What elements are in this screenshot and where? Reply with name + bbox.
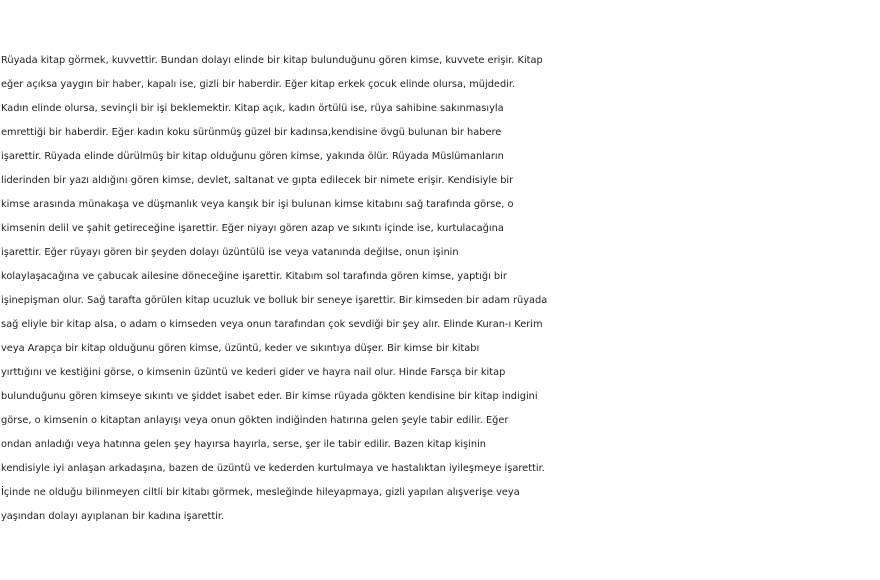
text-line: emrettiği bir haberdir. Eğer kadın koku sürünmüş güzel bir kadınsa,kendisine övgü bulunan bir habere [1, 127, 502, 138]
text-line: işarettir. Eğer rüyayı gören bir şeyden dolayı üzüntülü ise veya vatanında değilse, onun işinin [1, 247, 459, 258]
text-line: eğer açıksa yaygın bir haber, kapalı ise, gizli bir haberdir. Eğer kitap erkek çocuk elinde olursa, müjdedir. [1, 79, 516, 90]
text-line: kimse arasında münakaşa ve düşmanlık veya kanşık bir işi bulunan kimse kitabını sağ tarafında görse, o [1, 199, 514, 210]
text-line: kimsenin delil ve şahit getireceğine işarettir. Eğer niyayı gören azap ve sıkıntı içinde ise, kurtulacağına [1, 223, 504, 234]
text-line: görse, o kimsenin o kitaptan anlayışı veya onun gökten indiğinden hatırına gelen şeyle tabir edilir. Eğer [1, 415, 509, 426]
text-line: kolaylaşacağına ve çabucak ailesine döneceğine işarettir. Kitabım sol tarafında gören kimse, yaptığı bir [1, 271, 507, 282]
text-line: sağ eliyle bir kitap alsa, o adam o kimseden veya onun tarafından çok sevdiği bir şey alır. Elinde Kuran-ı Kerim [1, 319, 543, 330]
text-line: kendisiyle iyi anlaşan arkadaşına, bazen de üzüntü ve kederden kurtulmaya ve hastalıktan iyileşmeye işarettir. [1, 463, 545, 474]
text-line: Kadın elinde olursa, sevinçli bir işi beklemektir. Kitap açık, kadın örtülü ise, rüya sahibine sakınmasıyla [1, 103, 504, 114]
text-line: yaşından dolayı ayıplanan bir kadına işarettir. [1, 511, 225, 522]
text-line: yırttığını ve kestiğini görse, o kimsenin üzüntü ve kederi gider ve hayra nail olur. Hinde Farsça bir kitap [1, 367, 506, 378]
text-line: işarettir. Rüyada elinde dürülmüş bir kitap olduğunu gören kimse, yakında ölür. Rüyada Müslümanların [1, 151, 504, 162]
text-line: ondan anladığı veya hatınna gelen şey hayırsa hayırla, serse, şer ile tabir edilir. Bazen kitap kişinin [1, 439, 487, 450]
text-line: veya Arapça bir kitap olduğunu gören kimse, üzüntü, keder ve sıkıntıya düşer. Bir kimse bir kitabı [1, 343, 480, 354]
text-line: liderinden bir yazı aldığını gören kimse, devlet, saltanat ve gıpta edilecek bir nimete erişir. Kendisiyle bir [1, 175, 514, 186]
text-line: İçinde ne olduğu bilinmeyen ciltli bir kitabı görmek, mesleğinde hileyapmaya, gizli yapılan alışverişe veya [1, 487, 520, 498]
article-body [0, 49, 880, 529]
text-line: işinepişman olur. Sağ tarafta görülen kitap ucuzluk ve bolluk bir seneye işarettir. Bir kimseden bir adam rüyada [1, 295, 548, 306]
text-line: Rüyada kitap görmek, kuvvettir. Bundan dolayı elinde bir kitap bulunduğunu gören kimse, kuvvete erişir. Kitap [1, 55, 543, 66]
text-line: bulunduğunu gören kimseye sıkıntı ve şiddet isabet eder. Bir kimse rüyada gökten kendisine bir kitap indigini [1, 391, 538, 402]
